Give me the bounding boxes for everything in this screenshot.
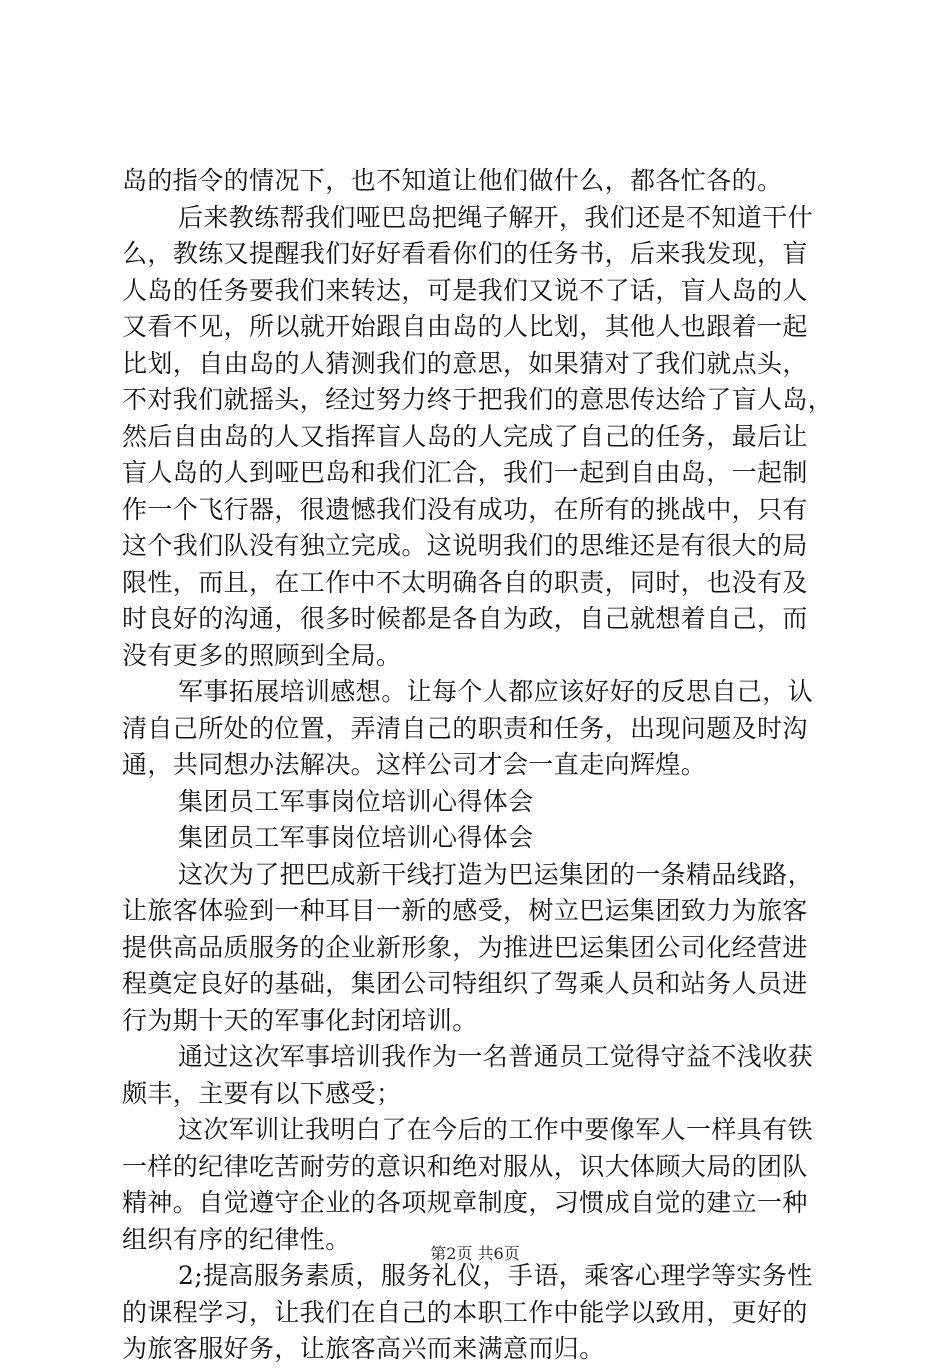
text-line: 通过这次军事培训我作为一名普通员工觉得守益不浅收获 bbox=[178, 1042, 814, 1071]
text-line: 军事拓展培训感想。让每个人都应该好好的反思自己，认 bbox=[178, 677, 814, 706]
text-line: 作一个飞行器，很遗憾我们没有成功，在所有的挑战中，只有 bbox=[122, 494, 808, 524]
text-line: 没有更多的照顾到全局。 bbox=[122, 640, 402, 670]
text-line: 盲人岛的人到哑巴岛和我们汇合，我们一起到自由岛，一起制 bbox=[122, 458, 808, 487]
text-line: 2;提高服务素质，服务礼仪，手语，乘客心理学等实务性 bbox=[178, 1261, 813, 1290]
text-line: 一样的纪律吃苦耐劳的意识和绝对服从，识大体顾大局的团队 bbox=[122, 1151, 808, 1181]
text-line: 又看不见，所以就开始跟自由岛的人比划，其他人也跟着一起 bbox=[122, 312, 808, 341]
page-number-footer: 第2页 共6页 bbox=[430, 1244, 520, 1263]
document-body bbox=[122, 163, 842, 1368]
text-line: 提供高品质服务的企业新形象，为推进巴运集团公司化经营进 bbox=[122, 932, 808, 962]
text-line: 组织有序的纪律性。 bbox=[122, 1224, 351, 1254]
text-line: 颇丰，主要有以下感受； bbox=[122, 1078, 402, 1108]
text-line: 这次军训让我明白了在今后的工作中要像军人一样具有铁 bbox=[178, 1115, 814, 1144]
text-line: 的课程学习，让我们在自己的本职工作中能学以致用，更好的 bbox=[122, 1297, 808, 1327]
text-line: 限性，而且，在工作中不太明确各自的职责，同时，也没有及 bbox=[122, 567, 808, 597]
text-line: 精神。自觉遵守企业的各项规章制度，习惯成自觉的建立一种 bbox=[122, 1188, 808, 1217]
text-line: 为旅客服好务，让旅客高兴而来满意而归。 bbox=[122, 1334, 605, 1363]
text-line: 集团员工军事岗位培训心得体会 bbox=[178, 823, 534, 852]
text-line: 程奠定良好的基础，集团公司特组织了驾乘人员和站务人员进 bbox=[122, 969, 808, 998]
text-line: 清自己所处的位置，弄清自己的职责和任务，出现问题及时沟 bbox=[122, 713, 808, 743]
text-line: 时良好的沟通，很多时候都是各自为政，自己就想着自己，而 bbox=[122, 604, 808, 633]
text-line: 岛的指令的情况下，也不知道让他们做什么，都各忙各的。 bbox=[122, 166, 783, 195]
text-line: 这个我们队没有独立完成。这说明我们的思维还是有很大的局 bbox=[122, 531, 808, 560]
text-line: 后来教练帮我们哑巴岛把绳子解开，我们还是不知道干什 bbox=[178, 202, 814, 232]
text-line: 行为期十天的军事化封闭培训。 bbox=[122, 1005, 478, 1035]
text-line: 这次为了把巴成新干线打造为巴运集团的一条精品线路， bbox=[178, 859, 814, 889]
text-line: 不对我们就摇头，经过努力终于把我们的意思传达给了盲人岛， bbox=[122, 385, 834, 414]
text-line: 么，教练又提醒我们好好看看你们的任务书，后来我发现，盲 bbox=[122, 239, 808, 268]
text-line: 比划，自由岛的人猜测我们的意思，如果猜对了我们就点头， bbox=[122, 348, 808, 378]
text-line: 然后自由岛的人又指挥盲人岛的人完成了自己的任务，最后让 bbox=[122, 421, 808, 451]
text-line: 让旅客体验到一种耳目一新的感受，树立巴运集团致力为旅客 bbox=[122, 896, 808, 925]
text-line: 通，共同想办法解决。这样公司才会一直走向辉煌。 bbox=[122, 750, 707, 779]
text-line: 集团员工军事岗位培训心得体会 bbox=[178, 786, 534, 816]
text-line: 人岛的任务要我们来转达，可是我们又说不了话，盲人岛的人 bbox=[122, 275, 808, 305]
